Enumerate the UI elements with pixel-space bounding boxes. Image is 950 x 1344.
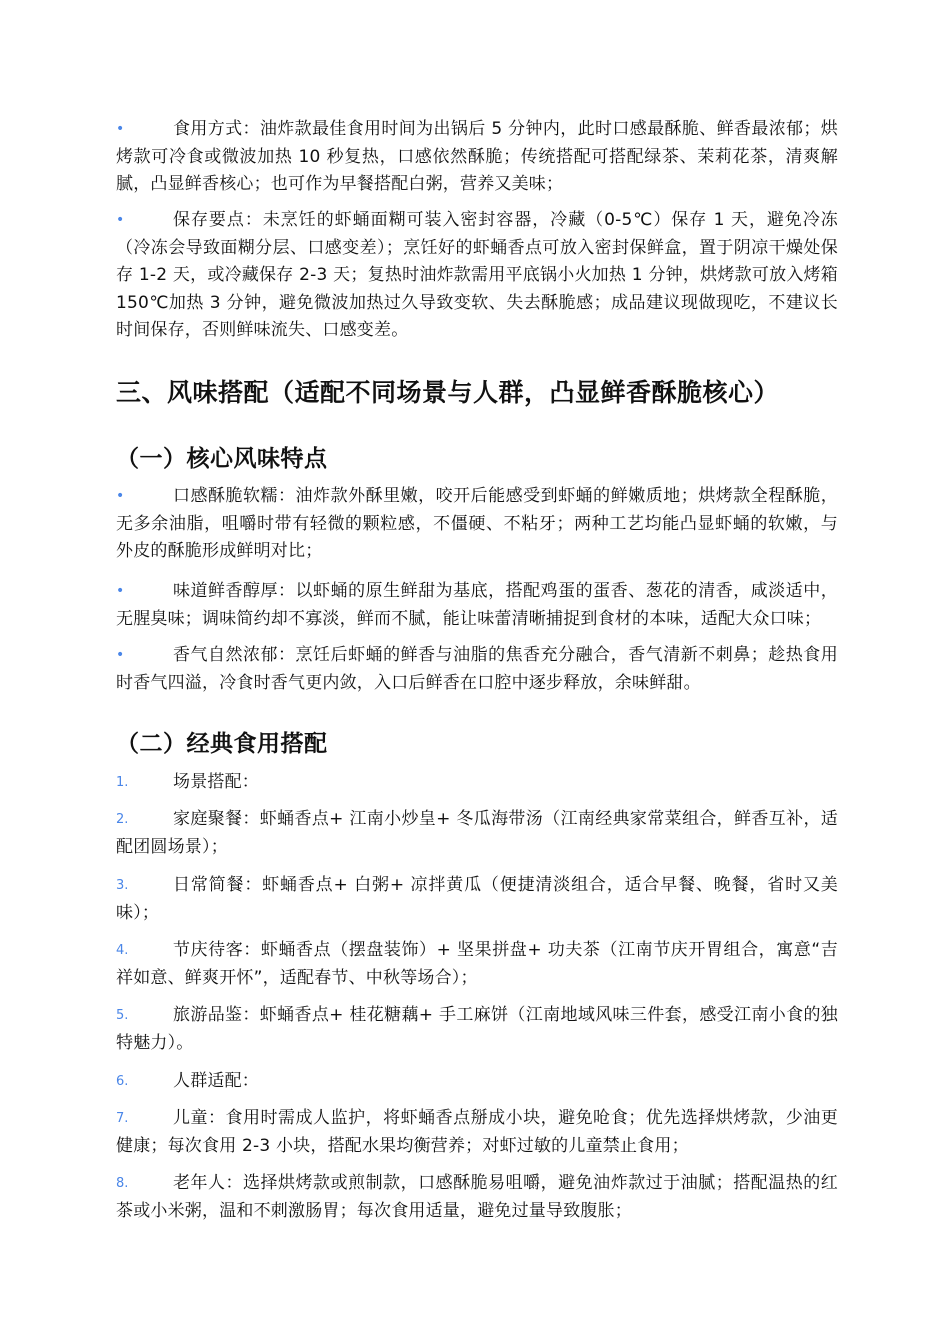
numbered-item: [116, 769, 838, 797]
list-item: [116, 207, 838, 345]
numbered-item: [116, 1002, 838, 1057]
list-item: [116, 483, 838, 566]
list-item-text: 节庆待客：虾蛹香点（摆盘装饰）+ 坚果拼盘+ 功夫茶（江南节庆开胃组合，寓意“吉祥如意、鲜爽开怀”，适配春节、中秋等场合）；: [116, 940, 838, 988]
numbered-item: [116, 872, 838, 927]
bullet-marker: •: [116, 583, 125, 599]
list-item: [116, 578, 838, 633]
subsection-heading: （一）核心风味特点: [116, 446, 328, 472]
list-item-text: 人群适配：: [173, 1071, 259, 1091]
numbered-item: [116, 937, 838, 992]
numbered-item: [116, 1170, 838, 1225]
list-item-text: 香气自然浓郁：烹饪后虾蛹的鲜香与油脂的焦香充分融合，香气清新不刺鼻；趁热食用时香气四溢，冷食时香气更内敛，入口后鲜香在口腔中逐步释放，余味鲜甜。: [116, 645, 838, 693]
number-marker: 7.: [116, 1111, 129, 1126]
bullet-marker: •: [116, 212, 125, 228]
number-marker: 8.: [116, 1176, 129, 1191]
bullet-marker: •: [116, 121, 125, 137]
list-item-text: 味道鲜香醇厚：以虾蛹的原生鲜甜为基底，搭配鸡蛋的蛋香、葱花的清香，咸淡适中，无腥臭味；调味简约却不寡淡，鲜而不腻，能让味蕾清晰捕捉到食材的本味，适配大众口味；: [116, 581, 838, 629]
numbered-item: [116, 1068, 838, 1096]
section-heading: 三、风味搭配（适配不同场景与人群，凸显鲜香酥脆核心）: [116, 378, 780, 407]
number-marker: 4.: [116, 943, 129, 958]
bullet-marker: •: [116, 647, 125, 663]
list-item-text: 保存要点：未烹饪的虾蛹面糊可装入密封容器，冷藏（0-5℃）保存 1 天，避免冷冻（冷冻会导致面糊分层、口感变差）；烹饪好的虾蛹香点可放入密封保鲜盒，置于阴凉干燥处保存 1-2 天，或冷藏保存 2-3 天；复热时油炸款需用平底锅小火加热 1 分钟，烘烤款可放入烤箱 150℃加热 3 分钟，避免微波加热过久导致变软、失去酥脆感；成品建议现做现吃，不建议长时间保存，否则鲜味流失、口感变差。: [116, 210, 838, 340]
number-marker: 3.: [116, 878, 129, 893]
list-item-text: 旅游品鉴：虾蛹香点+ 桂花糖藕+ 手工麻饼（江南地域风味三件套，感受江南小食的独特魅力）。: [116, 1005, 838, 1053]
list-item-text: 口感酥脆软糯：油炸款外酥里嫩，咬开后能感受到虾蛹的鲜嫩质地；烘烤款全程酥脆，无多余油脂，咀嚼时带有轻微的颗粒感，不僵硬、不粘牙；两种工艺均能凸显虾蛹的软嫩，与外皮的酥脆形成鲜明对比；: [116, 486, 838, 561]
list-item-text: 儿童：食用时需成人监护，将虾蛹香点掰成小块，避免呛食；优先选择烘烤款，少油更健康；每次食用 2-3 小块，搭配水果均衡营养；对虾过敏的儿童禁止食用；: [116, 1108, 838, 1156]
list-item: [116, 642, 838, 697]
number-marker: 6.: [116, 1074, 129, 1089]
number-marker: 2.: [116, 812, 129, 827]
number-marker: 1.: [116, 775, 129, 790]
list-item-text: 日常简餐：虾蛹香点+ 白粥+ 凉拌黄瓜（便捷清淡组合，适合早餐、晚餐，省时又美味）；: [116, 875, 838, 923]
list-item-text: 场景搭配：: [173, 772, 259, 792]
numbered-item: [116, 806, 838, 861]
bullet-marker: •: [116, 488, 125, 504]
numbered-item: [116, 1105, 838, 1160]
list-item-text: 老年人：选择烘烤款或煎制款，口感酥脆易咀嚼，避免油炸款过于油腻；搭配温热的红茶或小米粥，温和不刺激肠胃；每次食用适量，避免过量导致腹胀；: [116, 1173, 838, 1221]
number-marker: 5.: [116, 1008, 129, 1023]
subsection-heading: （二）经典食用搭配: [116, 731, 328, 757]
list-item-text: 家庭聚餐：虾蛹香点+ 江南小炒皇+ 冬瓜海带汤（江南经典家常菜组合，鲜香互补，适配团圆场景）；: [116, 809, 838, 857]
list-item: [116, 116, 838, 199]
list-item-text: 食用方式：油炸款最佳食用时间为出锅后 5 分钟内，此时口感最酥脆、鲜香最浓郁；烘烤款可冷食或微波加热 10 秒复热，口感依然酥脆；传统搭配可搭配绿茶、茉莉花茶，清爽解腻，凸显鲜香核心；也可作为早餐搭配白粥，营养又美味；: [116, 119, 838, 194]
